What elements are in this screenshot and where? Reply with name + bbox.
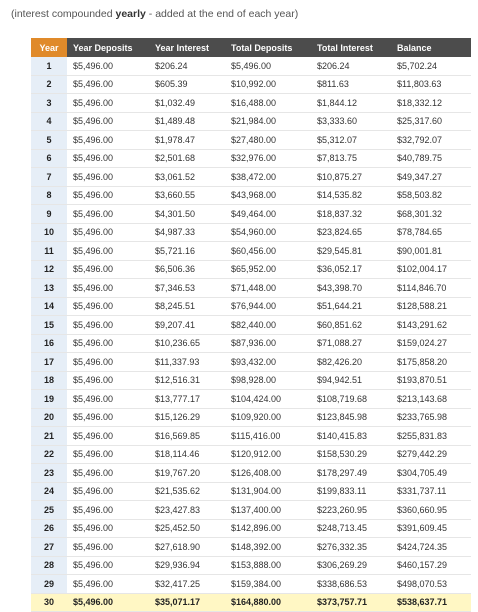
- total-interest-cell: $338,686.53: [311, 575, 391, 594]
- caption-emphasis: yearly: [115, 8, 146, 20]
- table-row: [31, 112, 471, 131]
- year-deposits-cell: $5,496.00: [67, 57, 149, 75]
- year-deposits-cell: $5,496.00: [67, 168, 149, 187]
- total-deposits-cell: $142,896.00: [225, 519, 311, 538]
- total-interest-cell: $178,297.49: [311, 464, 391, 483]
- year-interest-cell: $10,236.65: [149, 334, 225, 353]
- total-deposits-cell: $126,408.00: [225, 464, 311, 483]
- year-cell: 21: [31, 427, 67, 446]
- year-interest-cell: $7,346.53: [149, 279, 225, 298]
- year-interest-cell: $4,987.33: [149, 223, 225, 242]
- balance-cell: $213,143.68: [391, 390, 471, 409]
- year-cell: 14: [31, 297, 67, 316]
- table-row: [31, 593, 471, 612]
- year-cell: 7: [31, 168, 67, 187]
- year-interest-cell: $3,660.55: [149, 186, 225, 205]
- total-deposits-cell: $82,440.00: [225, 316, 311, 335]
- total-deposits-cell: $65,952.00: [225, 260, 311, 279]
- balance-cell: $193,870.51: [391, 371, 471, 390]
- year-cell: 29: [31, 575, 67, 594]
- total-interest-cell: $248,713.45: [311, 519, 391, 538]
- year-deposits-cell: $5,496.00: [67, 334, 149, 353]
- total-deposits-cell: $16,488.00: [225, 94, 311, 113]
- table-row: [31, 575, 471, 594]
- year-cell: 24: [31, 482, 67, 501]
- total-deposits-cell: $54,960.00: [225, 223, 311, 242]
- year-deposits-cell: $5,496.00: [67, 575, 149, 594]
- year-cell: 9: [31, 205, 67, 224]
- year-cell: 26: [31, 519, 67, 538]
- balance-cell: $90,001.81: [391, 242, 471, 261]
- year-deposits-cell: $5,496.00: [67, 482, 149, 501]
- balance-cell: $143,291.62: [391, 316, 471, 335]
- year-deposits-cell: $5,496.00: [67, 408, 149, 427]
- total-interest-cell: $306,269.29: [311, 556, 391, 575]
- year-interest-cell: $27,618.90: [149, 538, 225, 557]
- year-cell: 2: [31, 75, 67, 94]
- balance-cell: $128,588.21: [391, 297, 471, 316]
- year-cell: 25: [31, 501, 67, 520]
- table-row: [31, 297, 471, 316]
- table-row: [31, 168, 471, 187]
- year-deposits-cell: $5,496.00: [67, 464, 149, 483]
- year-deposits-cell: $5,496.00: [67, 390, 149, 409]
- header-year-interest: Year Interest: [149, 38, 225, 57]
- table-row: [31, 390, 471, 409]
- year-interest-cell: $35,071.17: [149, 593, 225, 612]
- header-year-deposits: Year Deposits: [67, 38, 149, 57]
- caption-prefix: (interest compounded: [11, 8, 116, 20]
- year-interest-cell: $18,114.46: [149, 445, 225, 464]
- year-deposits-cell: $5,496.00: [67, 75, 149, 94]
- table-row: [31, 371, 471, 390]
- year-interest-cell: $12,516.31: [149, 371, 225, 390]
- total-deposits-cell: $49,464.00: [225, 205, 311, 224]
- total-deposits-cell: $5,496.00: [225, 57, 311, 75]
- year-deposits-cell: $5,496.00: [67, 186, 149, 205]
- table-row: [31, 353, 471, 372]
- total-interest-cell: $123,845.98: [311, 408, 391, 427]
- table-row: [31, 149, 471, 168]
- total-deposits-cell: $120,912.00: [225, 445, 311, 464]
- total-deposits-cell: $109,920.00: [225, 408, 311, 427]
- balance-cell: $360,660.95: [391, 501, 471, 520]
- year-interest-cell: $16,569.85: [149, 427, 225, 446]
- balance-cell: $233,765.98: [391, 408, 471, 427]
- year-cell: 27: [31, 538, 67, 557]
- total-interest-cell: $71,088.27: [311, 334, 391, 353]
- total-interest-cell: $7,813.75: [311, 149, 391, 168]
- total-deposits-cell: $10,992.00: [225, 75, 311, 94]
- year-interest-cell: $605.39: [149, 75, 225, 94]
- table-row: [31, 75, 471, 94]
- year-interest-cell: $1,978.47: [149, 131, 225, 150]
- table-row: [31, 445, 471, 464]
- year-cell: 4: [31, 112, 67, 131]
- balance-cell: $175,858.20: [391, 353, 471, 372]
- balance-cell: $255,831.83: [391, 427, 471, 446]
- total-interest-cell: $373,757.71: [311, 593, 391, 612]
- total-deposits-cell: $43,968.00: [225, 186, 311, 205]
- year-deposits-cell: $5,496.00: [67, 427, 149, 446]
- total-interest-cell: $29,545.81: [311, 242, 391, 261]
- year-deposits-cell: $5,496.00: [67, 242, 149, 261]
- balance-cell: $391,609.45: [391, 519, 471, 538]
- year-deposits-cell: $5,496.00: [67, 205, 149, 224]
- total-interest-cell: $199,833.11: [311, 482, 391, 501]
- year-cell: 10: [31, 223, 67, 242]
- total-interest-cell: $36,052.17: [311, 260, 391, 279]
- total-interest-cell: $14,535.82: [311, 186, 391, 205]
- balance-cell: $331,737.11: [391, 482, 471, 501]
- total-interest-cell: $5,312.07: [311, 131, 391, 150]
- balance-cell: $102,004.17: [391, 260, 471, 279]
- year-deposits-cell: $5,496.00: [67, 445, 149, 464]
- year-interest-cell: $4,301.50: [149, 205, 225, 224]
- year-interest-cell: $206.24: [149, 57, 225, 75]
- year-cell: 11: [31, 242, 67, 261]
- year-interest-cell: $3,061.52: [149, 168, 225, 187]
- year-cell: 3: [31, 94, 67, 113]
- balance-cell: $498,070.53: [391, 575, 471, 594]
- table-row: [31, 519, 471, 538]
- total-interest-cell: $3,333.60: [311, 112, 391, 131]
- year-cell: 18: [31, 371, 67, 390]
- balance-cell: $5,702.24: [391, 57, 471, 75]
- total-interest-cell: $60,851.62: [311, 316, 391, 335]
- total-interest-cell: $1,844.12: [311, 94, 391, 113]
- year-cell: 22: [31, 445, 67, 464]
- balance-cell: $159,024.27: [391, 334, 471, 353]
- total-deposits-cell: $153,888.00: [225, 556, 311, 575]
- year-deposits-cell: $5,496.00: [67, 501, 149, 520]
- total-deposits-cell: $148,392.00: [225, 538, 311, 557]
- year-interest-cell: $6,506.36: [149, 260, 225, 279]
- total-interest-cell: $43,398.70: [311, 279, 391, 298]
- table-row: [31, 556, 471, 575]
- total-deposits-cell: $60,456.00: [225, 242, 311, 261]
- year-cell: 12: [31, 260, 67, 279]
- year-cell: 17: [31, 353, 67, 372]
- year-cell: 19: [31, 390, 67, 409]
- year-cell: 6: [31, 149, 67, 168]
- table-row: [31, 223, 471, 242]
- total-deposits-cell: $115,416.00: [225, 427, 311, 446]
- total-interest-cell: $82,426.20: [311, 353, 391, 372]
- total-deposits-cell: $93,432.00: [225, 353, 311, 372]
- table-row: [31, 538, 471, 557]
- balance-cell: $304,705.49: [391, 464, 471, 483]
- year-deposits-cell: $5,496.00: [67, 316, 149, 335]
- table-row: [31, 427, 471, 446]
- balance-cell: $25,317.60: [391, 112, 471, 131]
- balance-cell: $538,637.71: [391, 593, 471, 612]
- total-interest-cell: $10,875.27: [311, 168, 391, 187]
- total-deposits-cell: $87,936.00: [225, 334, 311, 353]
- table-row: [31, 131, 471, 150]
- balance-cell: $58,503.82: [391, 186, 471, 205]
- total-deposits-cell: $71,448.00: [225, 279, 311, 298]
- total-interest-cell: $140,415.83: [311, 427, 391, 446]
- header-balance: Balance: [391, 38, 471, 57]
- year-interest-cell: $5,721.16: [149, 242, 225, 261]
- year-interest-cell: $21,535.62: [149, 482, 225, 501]
- year-interest-cell: $9,207.41: [149, 316, 225, 335]
- table-header-row: [31, 38, 471, 57]
- year-interest-cell: $15,126.29: [149, 408, 225, 427]
- table-row: [31, 482, 471, 501]
- year-deposits-cell: $5,496.00: [67, 279, 149, 298]
- year-cell: 8: [31, 186, 67, 205]
- table-row: [31, 408, 471, 427]
- total-deposits-cell: $27,480.00: [225, 131, 311, 150]
- year-deposits-cell: $5,496.00: [67, 353, 149, 372]
- table-row: [31, 279, 471, 298]
- year-cell: 30: [31, 593, 67, 612]
- year-interest-cell: $1,032.49: [149, 94, 225, 113]
- total-deposits-cell: $21,984.00: [225, 112, 311, 131]
- year-deposits-cell: $5,496.00: [67, 260, 149, 279]
- balance-cell: $32,792.07: [391, 131, 471, 150]
- total-deposits-cell: $164,880.00: [225, 593, 311, 612]
- total-interest-cell: $94,942.51: [311, 371, 391, 390]
- balance-cell: $279,442.29: [391, 445, 471, 464]
- table-caption: [11, 8, 298, 20]
- year-interest-cell: $2,501.68: [149, 149, 225, 168]
- total-interest-cell: $158,530.29: [311, 445, 391, 464]
- total-interest-cell: $276,332.35: [311, 538, 391, 557]
- year-deposits-cell: $5,496.00: [67, 131, 149, 150]
- year-deposits-cell: $5,496.00: [67, 519, 149, 538]
- total-interest-cell: $108,719.68: [311, 390, 391, 409]
- balance-cell: $18,332.12: [391, 94, 471, 113]
- table-row: [31, 94, 471, 113]
- table-row: [31, 464, 471, 483]
- balance-cell: $40,789.75: [391, 149, 471, 168]
- balance-cell: $114,846.70: [391, 279, 471, 298]
- table-row: [31, 334, 471, 353]
- total-deposits-cell: $137,400.00: [225, 501, 311, 520]
- total-interest-cell: $206.24: [311, 57, 391, 75]
- total-interest-cell: $811.63: [311, 75, 391, 94]
- year-deposits-cell: $5,496.00: [67, 538, 149, 557]
- year-cell: 1: [31, 57, 67, 75]
- year-deposits-cell: $5,496.00: [67, 149, 149, 168]
- year-cell: 16: [31, 334, 67, 353]
- balance-cell: $49,347.27: [391, 168, 471, 187]
- year-cell: 20: [31, 408, 67, 427]
- table-row: [31, 316, 471, 335]
- year-interest-cell: $23,427.83: [149, 501, 225, 520]
- year-deposits-cell: $5,496.00: [67, 556, 149, 575]
- year-deposits-cell: $5,496.00: [67, 223, 149, 242]
- compound-interest-table-container: [31, 38, 471, 612]
- header-total-interest: Total Interest: [311, 38, 391, 57]
- year-cell: 15: [31, 316, 67, 335]
- year-interest-cell: $29,936.94: [149, 556, 225, 575]
- year-cell: 5: [31, 131, 67, 150]
- year-interest-cell: $19,767.20: [149, 464, 225, 483]
- total-deposits-cell: $104,424.00: [225, 390, 311, 409]
- header-year: Year: [31, 38, 67, 57]
- table-body: [31, 57, 471, 612]
- year-interest-cell: $1,489.48: [149, 112, 225, 131]
- total-interest-cell: $18,837.32: [311, 205, 391, 224]
- year-interest-cell: $8,245.51: [149, 297, 225, 316]
- total-deposits-cell: $38,472.00: [225, 168, 311, 187]
- total-deposits-cell: $131,904.00: [225, 482, 311, 501]
- total-deposits-cell: $32,976.00: [225, 149, 311, 168]
- year-deposits-cell: $5,496.00: [67, 112, 149, 131]
- year-deposits-cell: $5,496.00: [67, 297, 149, 316]
- balance-cell: $424,724.35: [391, 538, 471, 557]
- year-interest-cell: $13,777.17: [149, 390, 225, 409]
- balance-cell: $11,803.63: [391, 75, 471, 94]
- year-cell: 28: [31, 556, 67, 575]
- table-row: [31, 57, 471, 75]
- total-deposits-cell: $98,928.00: [225, 371, 311, 390]
- balance-cell: $78,784.65: [391, 223, 471, 242]
- table-row: [31, 501, 471, 520]
- compound-interest-table: [31, 38, 471, 612]
- total-interest-cell: $223,260.95: [311, 501, 391, 520]
- table-row: [31, 205, 471, 224]
- table-row: [31, 242, 471, 261]
- year-interest-cell: $25,452.50: [149, 519, 225, 538]
- year-cell: 13: [31, 279, 67, 298]
- year-deposits-cell: $5,496.00: [67, 94, 149, 113]
- header-total-deposits: Total Deposits: [225, 38, 311, 57]
- year-cell: 23: [31, 464, 67, 483]
- balance-cell: $68,301.32: [391, 205, 471, 224]
- table-row: [31, 260, 471, 279]
- year-interest-cell: $11,337.93: [149, 353, 225, 372]
- year-deposits-cell: $5,496.00: [67, 593, 149, 612]
- year-interest-cell: $32,417.25: [149, 575, 225, 594]
- year-deposits-cell: $5,496.00: [67, 371, 149, 390]
- total-deposits-cell: $159,384.00: [225, 575, 311, 594]
- total-deposits-cell: $76,944.00: [225, 297, 311, 316]
- balance-cell: $460,157.29: [391, 556, 471, 575]
- caption-suffix: - added at the end of each year): [145, 8, 299, 20]
- table-row: [31, 186, 471, 205]
- total-interest-cell: $23,824.65: [311, 223, 391, 242]
- total-interest-cell: $51,644.21: [311, 297, 391, 316]
